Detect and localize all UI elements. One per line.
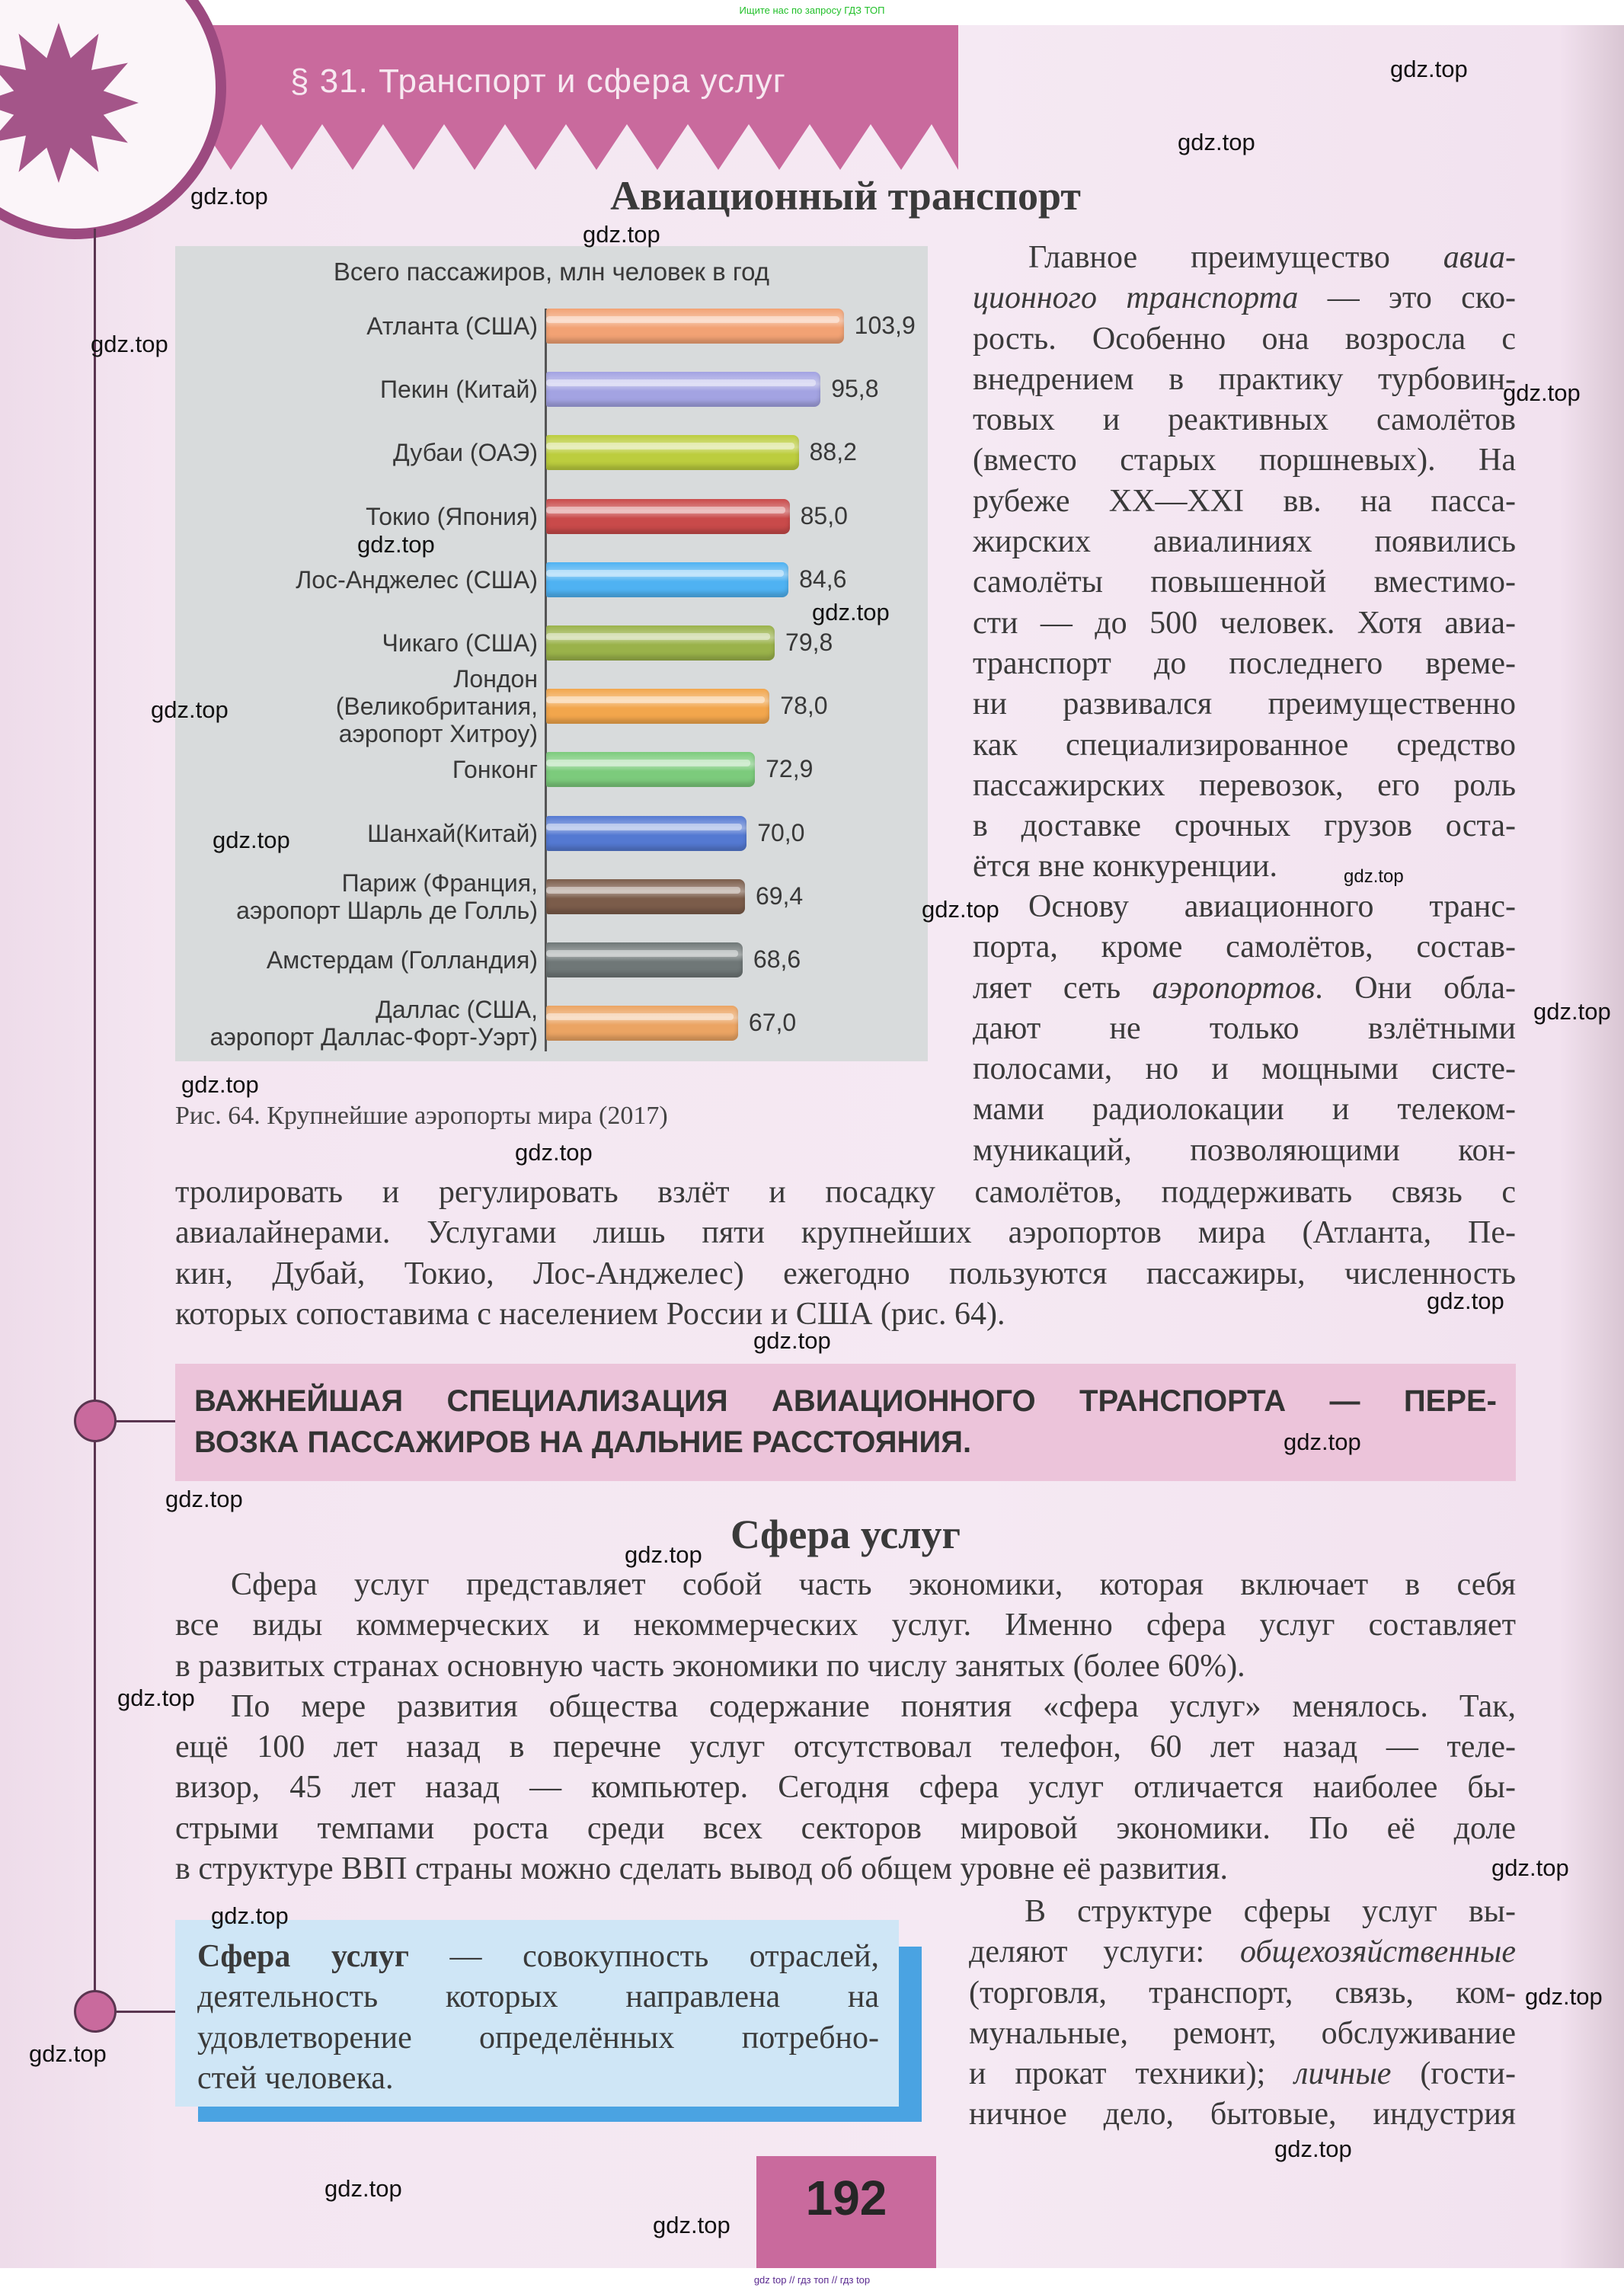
text-segment: кин, Дубай, Токио, Лос-Анджелес) ежегодно пользуются пассажиры, численность: [175, 1256, 1516, 1291]
emphasis-text: ционного транспорта: [973, 280, 1299, 316]
text-line: [175, 1565, 1516, 1605]
watermark: gdz.top: [1525, 1983, 1603, 2010]
text-line: [973, 238, 1516, 278]
watermark: gdz.top: [211, 1902, 289, 1929]
text-line: [197, 2059, 879, 2099]
chart-value-label: 68,6: [753, 945, 801, 973]
text-segment: ляет сеть: [973, 970, 1152, 1006]
text-line: [973, 968, 1516, 1009]
text-line: [197, 1977, 879, 2017]
text-line: [969, 2014, 1516, 2054]
text-line: [973, 1009, 1516, 1049]
text-segment: самолёты повышенной вместимо-: [973, 565, 1516, 600]
text-segment: рость. Особенно она возросла с: [973, 321, 1516, 357]
chart-value-label: 84,6: [799, 565, 847, 593]
text-segment: муникаций, позволяющими кон-: [973, 1132, 1516, 1168]
text-line: [973, 482, 1516, 522]
text-segment: визор, 45 лет назад — компьютер. Сегодня сфера услуг отличается наиболее бы-: [175, 1770, 1516, 1806]
watermark: gdz.top: [91, 331, 168, 357]
text-line: [969, 2054, 1516, 2094]
text-line: [973, 400, 1516, 440]
chart-bar: [546, 1006, 738, 1041]
chart-bar: [546, 816, 746, 851]
text-line: [973, 440, 1516, 481]
text-line: [973, 278, 1516, 318]
chart-value-label: 69,4: [755, 881, 804, 910]
text-line: [175, 1173, 1516, 1213]
text-segment: пассажирских перевозок, его роль: [973, 767, 1516, 803]
text-segment: ничное дело, бытовые, индустрия: [969, 2097, 1516, 2132]
chart-bar: [546, 879, 745, 914]
text-line: [175, 1294, 1516, 1335]
text-segment: (вместо старых поршневых). На: [973, 443, 1516, 478]
text-line: [973, 562, 1516, 603]
services-text-column: [969, 1892, 1516, 2136]
watermark: gdz.top: [653, 2212, 730, 2238]
chart-bar: [546, 309, 844, 344]
text-segment: Основу авиационного транс-: [1028, 889, 1516, 924]
text-line: [175, 1213, 1516, 1253]
text-line: [973, 806, 1516, 846]
chart-category-label: Шанхай(Китай): [367, 819, 538, 847]
chart-category-label: Лос-Анджелес (США): [296, 565, 538, 593]
emphasis-text: общехозяйственные: [1240, 1934, 1516, 1970]
text-segment: жирских авиалиниях появились: [973, 524, 1516, 560]
text-segment: внедрением в практику турбовин-: [973, 361, 1516, 397]
text-segment: (торговля, транспорт, связь, ком-: [969, 1975, 1516, 2011]
watermark: gdz.top: [1427, 1288, 1504, 1314]
text-line: [969, 2094, 1516, 2135]
definition-box: [175, 1920, 899, 2107]
heading-aviation: Авиационный транспорт: [610, 173, 1081, 219]
chart-category-label: Гонконг: [452, 756, 538, 784]
section-title: § 31. Транспорт и сфера услуг: [290, 62, 786, 100]
text-line: [969, 1973, 1516, 2014]
watermark: gdz.top: [213, 827, 290, 853]
chart-bar: [546, 435, 799, 470]
star-icon: [0, 23, 139, 183]
text-segment: стей человека.: [197, 2060, 394, 2096]
chart-value-label: 78,0: [780, 692, 828, 720]
watermark: gdz.top: [165, 1486, 243, 1512]
chart-value-label: 70,0: [757, 818, 805, 846]
text-line: [973, 522, 1516, 562]
watermark: gdz.top: [583, 221, 660, 248]
chart-category-label: Даллас (США, аэропорт Даллас-Форт-Уэрт): [209, 996, 538, 1051]
chart-category-label: Чикаго (США): [382, 629, 538, 657]
text-line: [969, 1892, 1516, 1932]
aviation-text-full: [175, 1173, 1516, 1335]
definition-text: [197, 1937, 879, 2099]
chart-category-label: Дубаи (ОАЭ): [392, 439, 538, 467]
text-segment: (гости-: [1391, 2056, 1516, 2092]
watermark: gdz.top: [357, 531, 435, 558]
chart-axis: [545, 309, 547, 1051]
text-line: [973, 725, 1516, 766]
chart-category-label: Токио (Япония): [366, 502, 538, 530]
text-line: [969, 1932, 1516, 1972]
text-line: [197, 1937, 879, 1977]
margin-connector: [117, 2011, 177, 2013]
watermark: gdz.top: [190, 183, 268, 210]
services-text: [175, 1565, 1516, 1889]
watermark: gdz.top: [29, 2040, 107, 2067]
watermark: gdz.top: [324, 2175, 402, 2202]
text-segment: дают не только взлётными: [973, 1010, 1516, 1046]
watermark: gdz.top: [1178, 129, 1255, 155]
text-segment: — это ско-: [1298, 280, 1516, 316]
chart-category-label: Пекин (Китай): [379, 376, 538, 404]
chart-value-label: 72,9: [766, 755, 814, 783]
text-segment: сти — до 500 человек. Хотя авиа-: [973, 605, 1516, 641]
chart-value-label: 85,0: [800, 501, 848, 530]
text-segment: в структуре ВВП страны можно сделать вывод об общем уровне её развития.: [175, 1851, 1228, 1887]
text-segment: как специализированное средство: [973, 727, 1516, 763]
watermark: gdz.top: [151, 696, 229, 723]
watermark: gdz.top: [181, 1071, 259, 1098]
chart-category-label: Амстердам (Голландия): [266, 946, 538, 974]
text-line: [175, 1254, 1516, 1294]
emphasis-text: личные: [1294, 2056, 1392, 2092]
chart-bar: [546, 562, 788, 597]
text-line: [175, 1849, 1516, 1889]
watermark: gdz.top: [1390, 56, 1468, 82]
watermark: gdz.top: [1274, 2136, 1352, 2162]
text-segment: ни развивался преимущественно: [973, 686, 1516, 722]
chart-bar: [546, 625, 775, 661]
text-line: [973, 1089, 1516, 1130]
figure-caption: Рис. 64. Крупнейшие аэропорты мира (2017): [175, 1102, 668, 1130]
chart-value-label: 67,0: [748, 1009, 797, 1037]
text-segment: Сфера услуг представляет собой часть экономики, которая включает в себя: [231, 1567, 1516, 1602]
text-segment: В структуре сферы услуг вы-: [1025, 1894, 1516, 1929]
text-segment: порта, кроме самолётов, состав-: [973, 929, 1516, 965]
margin-connector: [117, 1420, 177, 1422]
text-line: [973, 1131, 1516, 1171]
margin-marker-icon: [74, 1400, 117, 1442]
text-line: [973, 887, 1516, 927]
watermark: gdz.top: [515, 1139, 593, 1166]
text-line: [175, 1768, 1516, 1808]
text-segment: ВОЗКА ПАССАЖИРОВ НА ДАЛЬНИЕ РАССТОЯНИЯ.: [194, 1425, 972, 1459]
text-segment: Главное преимущество: [1028, 240, 1443, 275]
text-segment: полосами, но и мощными систе-: [973, 1051, 1516, 1087]
watermark: gdz.top: [1503, 379, 1581, 406]
chart-bar: [546, 689, 769, 724]
watermark: gdz.top: [812, 599, 890, 625]
text-line: [973, 603, 1516, 644]
site-note-top: Ищите нас по запросу ГДЗ ТОП: [739, 5, 885, 16]
watermark: gdz.top: [1533, 998, 1611, 1025]
text-line: [973, 846, 1516, 887]
emphasis-text: авиа-: [1443, 240, 1516, 275]
text-segment: — совокупность отраслей,: [408, 1939, 879, 1974]
text-line: [973, 360, 1516, 400]
chart-bar: [546, 942, 743, 977]
text-line: [973, 319, 1516, 360]
text-segment: и прокат техники);: [969, 2056, 1295, 2092]
text-segment: По мере развития общества содержание понятия «сфера услуг» менялось. Так,: [231, 1688, 1516, 1724]
text-segment: которых сопоставима с населением России и США (рис. 64).: [175, 1296, 1005, 1332]
text-segment: рубеже XX—XXI вв. на пасса-: [973, 483, 1516, 519]
chart-bar: [546, 372, 820, 407]
watermark: gdz.top: [625, 1541, 702, 1568]
text-line: [175, 1605, 1516, 1646]
chart-title: Всего пассажиров, млн человек в год: [333, 258, 770, 286]
aviation-text-column-2: [973, 887, 1516, 1171]
chart-category-label: Лондон (Великобритания, аэропорт Хитроу): [335, 665, 538, 748]
chart-bar: [546, 499, 790, 534]
text-line: [194, 1381, 1497, 1422]
watermark: gdz.top: [922, 896, 999, 923]
chart-value-label: 95,8: [831, 375, 879, 403]
margin-line: [94, 229, 96, 2011]
page-number: 192: [805, 2171, 887, 2225]
term-text: Сфера услуг: [197, 1939, 409, 1974]
text-segment: ещё 100 лет назад в перечне услуг отсутствовал телефон, 60 лет назад — теле-: [175, 1729, 1516, 1765]
text-line: [197, 2018, 879, 2059]
text-segment: товых и реактивных самолётов: [973, 402, 1516, 438]
text-segment: деляют услуги:: [969, 1934, 1241, 1970]
chart-category-label: Атланта (США): [366, 312, 538, 340]
text-line: [973, 1049, 1516, 1089]
text-segment: ВАЖНЕЙШАЯ СПЕЦИАЛИЗАЦИЯ АВИАЦИОННОГО ТРАНСПОРТА — ПЕРЕ-: [194, 1384, 1497, 1418]
airports-chart: [175, 246, 928, 1061]
text-segment: авиалайнерами. Услугами лишь пяти крупнейших аэропортов мира (Атланта, Пе-: [175, 1215, 1516, 1251]
text-segment: деятельность которых направлена на: [197, 1979, 879, 2015]
text-segment: мами радиолокации и телеком-: [973, 1092, 1516, 1128]
watermark: gdz.top: [1284, 1429, 1361, 1455]
chart-value-label: 79,8: [785, 629, 833, 656]
text-line: [973, 684, 1516, 725]
text-line: [973, 766, 1516, 806]
text-segment: мунальные, ремонт, обслуживание: [969, 2015, 1516, 2051]
page-number-box: [756, 2156, 936, 2268]
text-segment: ётся вне конкуренции.: [973, 849, 1278, 885]
text-segment: транспорт до последнего време-: [973, 645, 1516, 681]
text-segment: в доставке срочных грузов оста-: [973, 808, 1516, 844]
text-segment: в развитых странах основную часть экономики по числу занятых (более 60%).: [175, 1648, 1245, 1684]
heading-services: Сфера услуг: [730, 1512, 961, 1557]
emphasis-text: аэропортов: [1152, 970, 1316, 1006]
chart-category-label: Париж (Франция, аэропорт Шарль де Голль): [236, 869, 538, 924]
chart-value-label: 103,9: [854, 312, 916, 339]
aviation-text-column: [973, 238, 1516, 888]
text-line: [973, 927, 1516, 968]
text-segment: тролировать и регулировать взлёт и посадку самолётов, поддерживать связь с: [175, 1175, 1516, 1210]
chart-value-label: 88,2: [809, 438, 857, 466]
chart-bar: [546, 752, 755, 787]
text-line: [973, 644, 1516, 684]
site-note-bottom: gdz top // гдз топ // гдз top: [753, 2274, 871, 2286]
text-line: [175, 1809, 1516, 1849]
text-segment: . Они обла-: [1315, 970, 1516, 1006]
text-segment: удовлетворение определённых потребно-: [197, 2020, 879, 2056]
text-segment: все виды коммерческих и некоммерческих услуг. Именно сфера услуг составляет: [175, 1608, 1516, 1643]
text-line: [175, 1687, 1516, 1727]
watermark: gdz.top: [753, 1327, 831, 1354]
text-segment: стрыми темпами роста среди всех секторов мировой экономики. По её доле: [175, 1810, 1516, 1846]
margin-marker-icon: [74, 1990, 117, 2033]
watermark: gdz.top: [1491, 1854, 1569, 1881]
watermark: gdz.top: [117, 1685, 195, 1711]
watermark: gdz.top: [1344, 866, 1404, 887]
text-line: [175, 1727, 1516, 1768]
key-statement-box: [175, 1364, 1516, 1481]
text-line: [175, 1646, 1516, 1687]
